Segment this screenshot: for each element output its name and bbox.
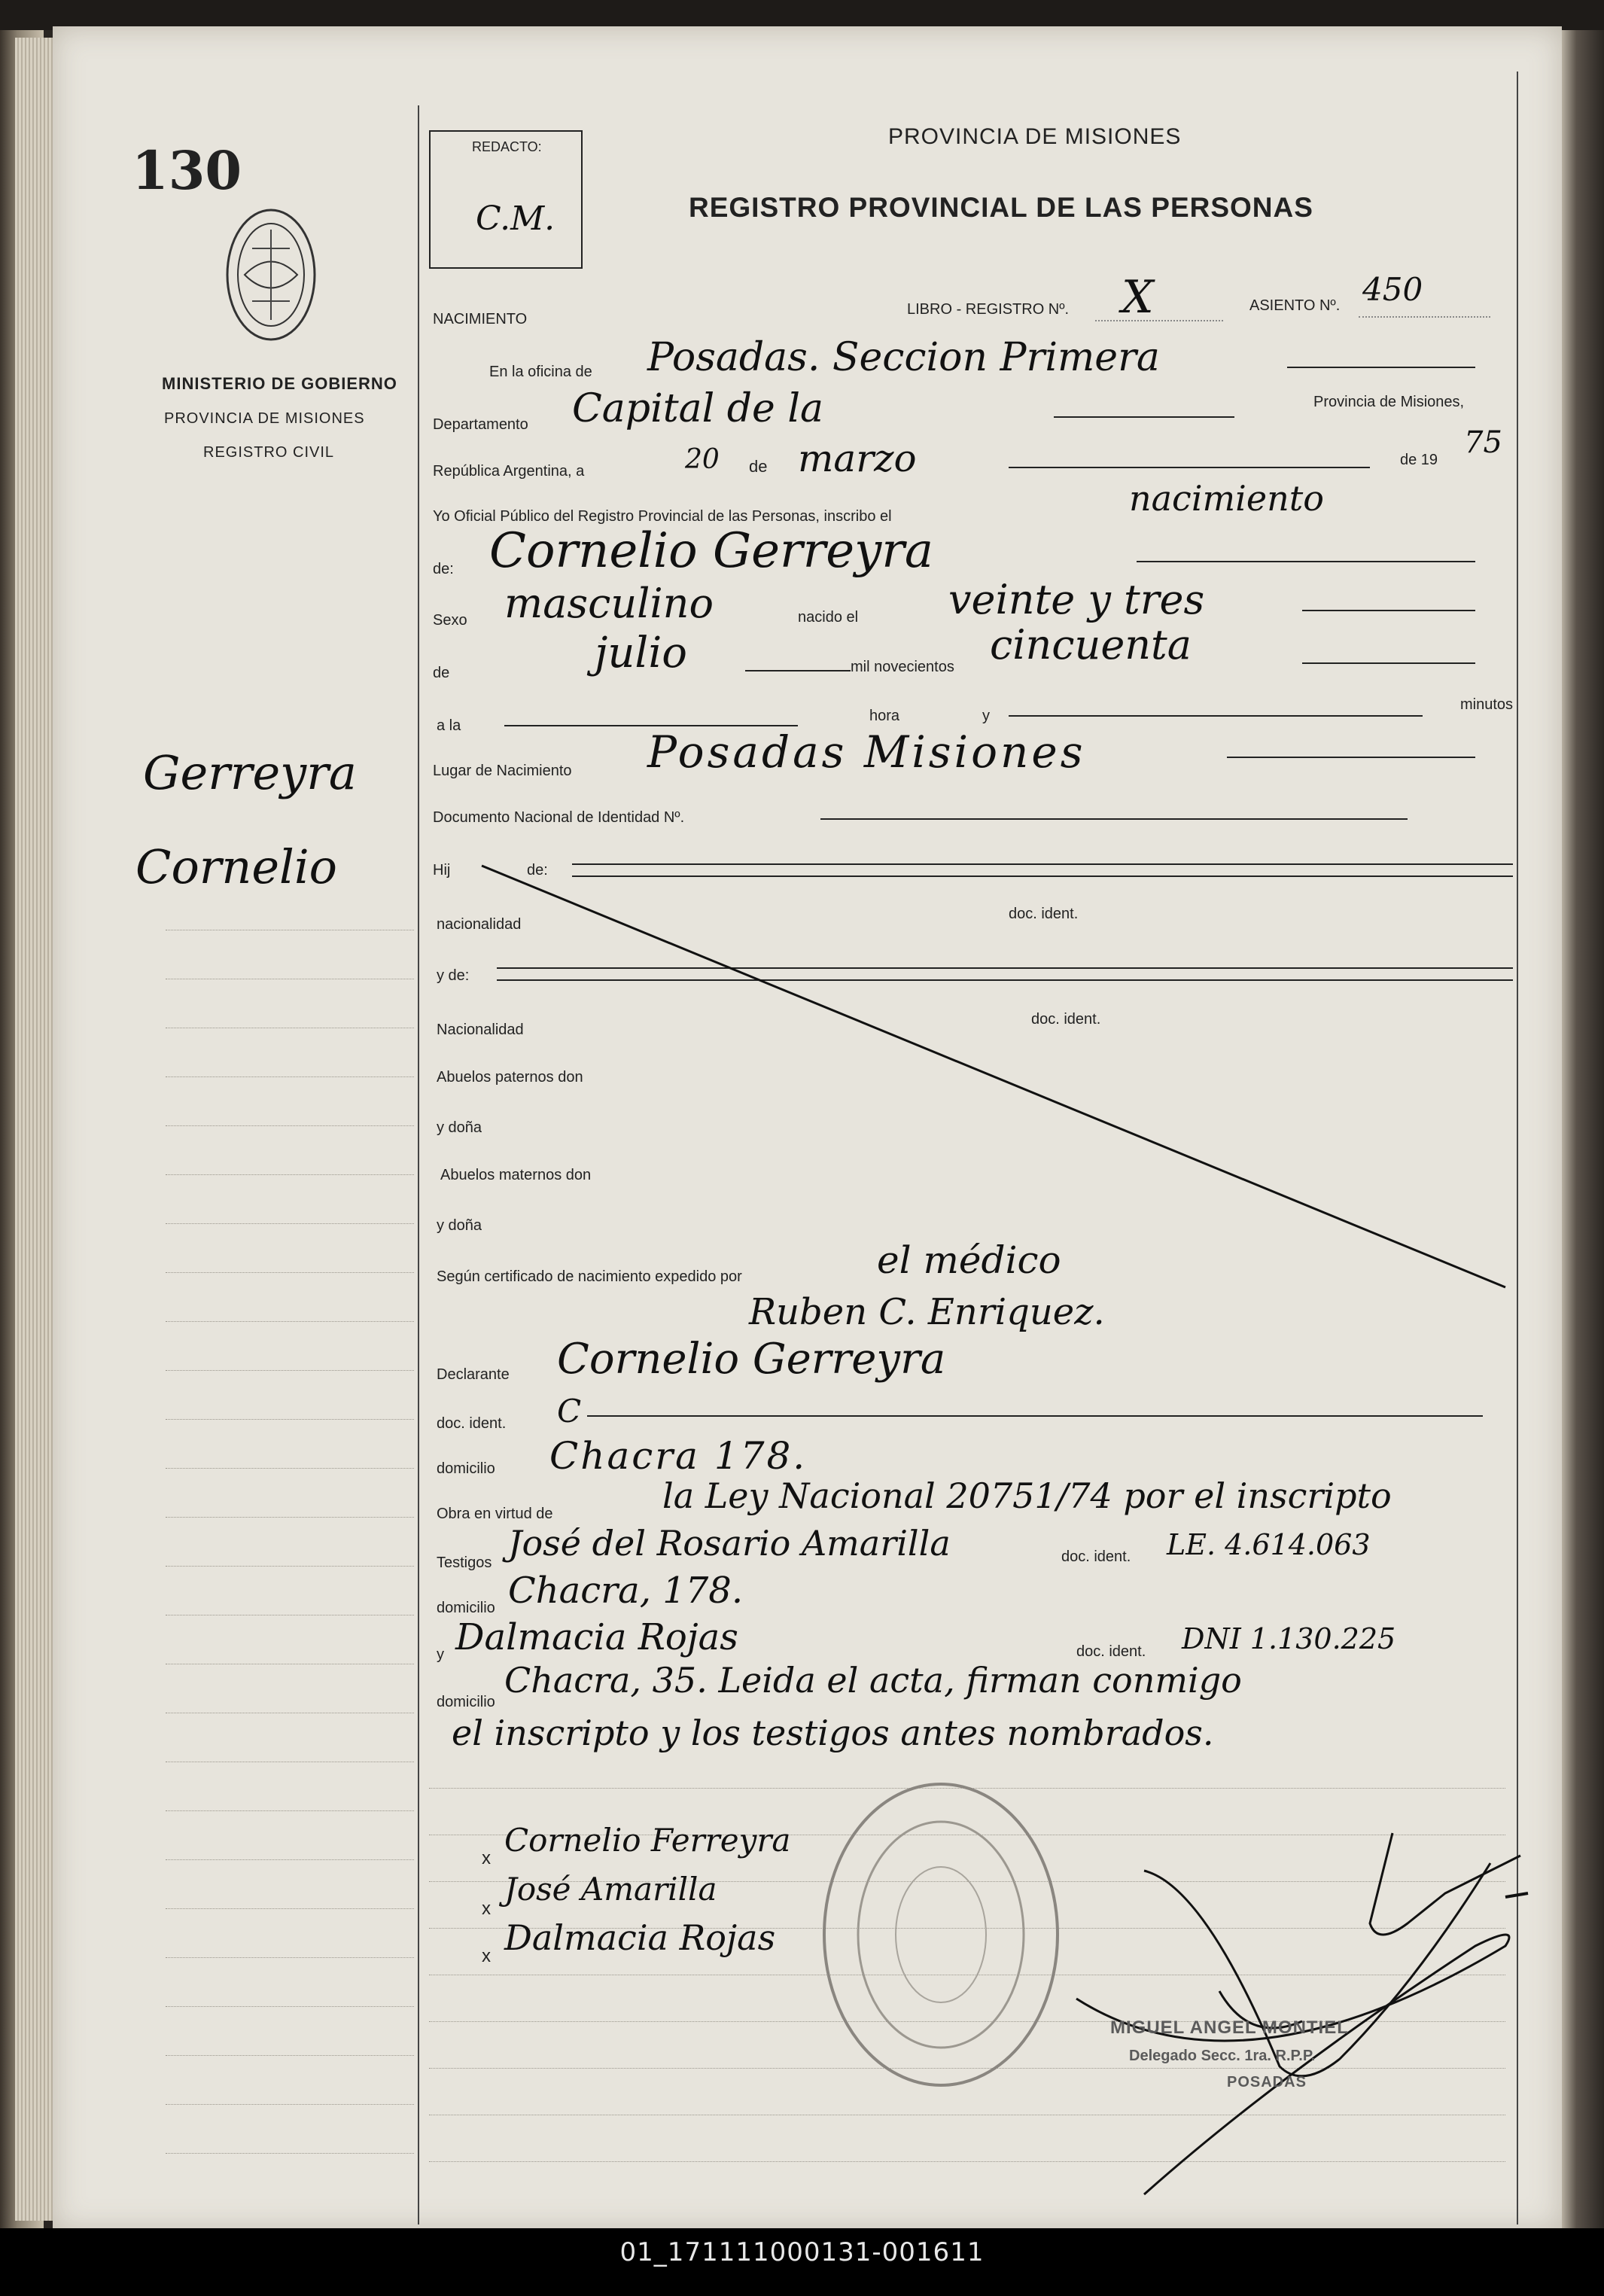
docident3-label: doc. ident.: [437, 1415, 507, 1432]
birth-month-rule: [745, 670, 851, 671]
month-value: marzo: [798, 437, 917, 480]
hora-label: hora: [869, 708, 900, 724]
margin-rule: [166, 1125, 414, 1126]
docident2-label: doc. ident.: [1031, 1011, 1101, 1028]
nacionalidad2-label: Nacionalidad: [437, 1022, 524, 1038]
margin-rule: [166, 1321, 414, 1322]
name-rule: [1137, 561, 1475, 562]
year-value: 75: [1464, 425, 1502, 460]
testigos-label: Testigos: [437, 1555, 492, 1571]
oficial-value: nacimiento: [1129, 478, 1324, 519]
closing-value: el inscripto y los testigos antes nombrados.: [452, 1713, 1214, 1753]
book-top-shadow: [0, 0, 1604, 30]
de3-label: de: [433, 665, 450, 681]
registry-seal-icon: [817, 1777, 1065, 2093]
domicilio3-value: Chacra, 35. Leida el acta, firman conmigo: [504, 1660, 1242, 1701]
testigo2-value: Dalmacia Rojas: [455, 1616, 738, 1658]
mil-label: mil novecientos: [851, 659, 954, 675]
libro-dots: [1095, 320, 1223, 321]
departamento-label: Departamento: [433, 416, 528, 433]
cancellation-line: [474, 862, 1513, 1291]
republica-label: República Argentina, a: [433, 463, 585, 480]
signature-2: José Amarilla: [504, 1871, 717, 1908]
sexo-label: Sexo: [433, 612, 467, 629]
official-signature: [1054, 1773, 1543, 2224]
registry-label-left: REGISTRO CIVIL: [203, 444, 335, 461]
libro-value: X: [1122, 271, 1154, 324]
domicilio2-label: domicilio: [437, 1600, 495, 1616]
oficina-label: En la oficina de: [489, 364, 592, 380]
de2-label: de:: [433, 561, 454, 577]
margin-note-name: Cornelio: [135, 839, 338, 894]
segun-value-2: Ruben C. Enriquez.: [749, 1291, 1105, 1333]
oficina-rule: [1287, 367, 1475, 368]
declarante-value: Cornelio Gerreyra: [557, 1335, 946, 1384]
minutos-label: minutos: [1460, 696, 1514, 713]
margin-rule: [166, 1810, 414, 1811]
mil-rule: [1302, 662, 1475, 664]
oficial-label: Yo Oficial Público del Registro Provincial de las Personas, inscribo el: [433, 508, 892, 525]
margin-rule: [166, 2153, 414, 2154]
domicilio2-value: Chacra, 178.: [508, 1570, 744, 1612]
register-page: [53, 26, 1562, 2232]
province-label-left: PROVINCIA DE MISIONES: [164, 410, 365, 427]
ministry-label: MINISTERIO DE GOBIERNO: [162, 374, 397, 393]
margin-rule: [166, 2104, 414, 2105]
docident5-label: doc. ident.: [1076, 1643, 1146, 1660]
lugar-label: Lugar de Nacimiento: [433, 763, 572, 779]
asiento-value: 450: [1362, 271, 1423, 308]
hijo-de-label: de:: [527, 862, 548, 879]
margin-rule: [166, 1076, 414, 1077]
ala-label: a la: [437, 717, 461, 734]
segun-value-1: el médico: [877, 1238, 1061, 1282]
sig2-mark: x: [482, 1899, 491, 1919]
margin-rule: [166, 1370, 414, 1371]
margin-rule: [166, 1174, 414, 1175]
y2-label: y: [437, 1646, 444, 1663]
domicilio3-label: domicilio: [437, 1694, 495, 1710]
docident3-value: C: [557, 1393, 582, 1430]
margin-rule: [166, 1272, 414, 1273]
nacido-label: nacido el: [798, 609, 859, 626]
month-rule: [1009, 467, 1370, 468]
abuelos-paternos-label: Abuelos paternos don: [437, 1069, 583, 1086]
official-stamp-city: POSADAS: [1227, 2074, 1307, 2090]
name-value: Cornelio Gerreyra: [489, 523, 933, 579]
libro-label: LIBRO - REGISTRO Nº.: [907, 301, 1070, 318]
header-province: PROVINCIA DE MISIONES: [888, 124, 1182, 149]
domicilio1-label: domicilio: [437, 1460, 495, 1477]
dni-rule: [820, 818, 1408, 820]
asiento-label: ASIENTO Nº.: [1249, 297, 1341, 314]
provincia-label: Provincia de Misiones,: [1313, 394, 1465, 410]
declarante-label: Declarante: [437, 1366, 510, 1383]
lugar-rule: [1227, 757, 1475, 758]
ydona1-label: y doña: [437, 1119, 482, 1136]
margin-rule: [166, 1223, 414, 1224]
birth-month-value: julio: [595, 629, 687, 678]
docident1-label: doc. ident.: [1009, 906, 1079, 922]
docident3-rule: [587, 1415, 1483, 1417]
nacido-rule: [1302, 610, 1475, 611]
docident4-value: LE. 4.614.063: [1167, 1528, 1371, 1561]
margin-rule: [166, 1468, 414, 1469]
image-caption: 01_171111000131-001611: [619, 2237, 985, 2267]
docident4-label: doc. ident.: [1061, 1548, 1131, 1565]
nacionalidad1-label: nacionalidad: [437, 916, 522, 933]
signature-3: Dalmacia Rojas: [504, 1917, 776, 1958]
margin-rule: [166, 1566, 414, 1567]
margin-rule: [166, 1517, 414, 1518]
testigo1-value: José del Rosario Amarilla: [508, 1523, 951, 1564]
dni-label: Documento Nacional de Identidad Nº.: [433, 809, 685, 826]
obra-label: Obra en virtud de: [437, 1506, 553, 1522]
redacto-label: REDACTO:: [472, 139, 542, 154]
ydona2-label: y doña: [437, 1217, 482, 1234]
oficina-value: Posadas. Seccion Primera: [647, 335, 1160, 380]
year-prefix: de 19: [1400, 452, 1438, 468]
redacto-value: C.M.: [476, 199, 555, 238]
docident5-value: DNI 1.130.225: [1182, 1622, 1396, 1655]
nacido-value: veinte y tres: [948, 576, 1205, 623]
margin-rule: [166, 1859, 414, 1860]
sig3-mark: x: [482, 1946, 491, 1966]
de-label: de: [749, 457, 768, 476]
yde-label: y de:: [437, 967, 470, 984]
hijo-label: Hij: [433, 862, 451, 879]
domicilio1-value: Chacra 178.: [549, 1434, 808, 1478]
signature-1: Cornelio Ferreyra: [504, 1822, 791, 1859]
lugar-value: Posadas Misiones: [647, 726, 1086, 778]
obra-value: la Ley Nacional 20751/74 por el inscripto: [662, 1475, 1392, 1516]
nacimiento-label: NACIMIENTO: [433, 311, 528, 327]
asiento-dots: [1359, 316, 1490, 318]
segun-label: Según certificado de nacimiento expedido por: [437, 1268, 742, 1285]
coat-of-arms-icon: [222, 203, 320, 346]
margin-rule: [166, 1908, 414, 1909]
y-rule: [1009, 715, 1423, 717]
header-title: REGISTRO PROVINCIAL DE LAS PERSONAS: [689, 192, 1313, 223]
margin-note-surname: Gerreyra: [143, 745, 357, 800]
official-stamp-name: MIGUEL ANGEL MONTIEL: [1110, 2017, 1349, 2038]
form-left-border: [418, 105, 419, 2224]
abuelos-maternos-label: Abuelos maternos don: [440, 1167, 592, 1183]
margin-rule: [166, 1419, 414, 1420]
mil-value: cincuenta: [990, 621, 1192, 668]
departamento-rule: [1054, 416, 1234, 418]
official-stamp-role: Delegado Secc. 1ra. R.P.P.: [1129, 2048, 1316, 2064]
sig1-mark: x: [482, 1848, 491, 1868]
redacto-box: [429, 130, 583, 269]
book-edge-right: [1558, 30, 1604, 2228]
day-value: 20: [685, 444, 720, 475]
departamento-value: Capital de la: [572, 386, 823, 431]
sexo-value: masculino: [504, 580, 714, 627]
y-label: y: [982, 708, 990, 724]
margin-rule: [166, 2055, 414, 2056]
margin-rule: [166, 1957, 414, 1958]
margin-rule: [166, 2006, 414, 2007]
page-number: 130: [132, 139, 242, 202]
